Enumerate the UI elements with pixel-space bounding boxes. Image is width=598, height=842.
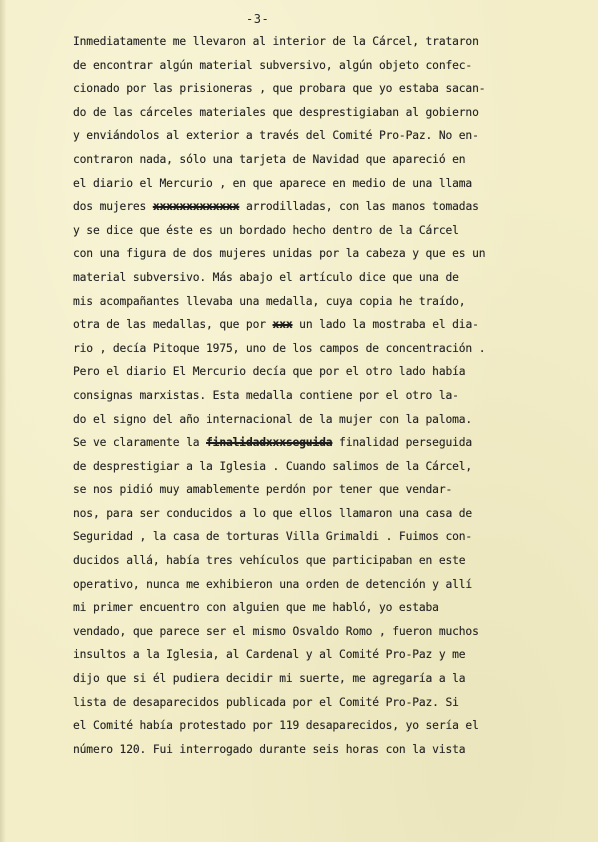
line-text: mis acompañantes llevaba una medalla, cuya copia he traído,: [73, 294, 466, 308]
text-line: [73, 738, 543, 762]
text-line: [73, 290, 543, 314]
text-line: [73, 455, 543, 479]
text-line: [73, 667, 543, 691]
text-line: [73, 219, 543, 243]
line-text: consignas marxistas. Esta medalla contiene por el otro la-: [73, 388, 459, 402]
line-text: otra de las medallas, que por: [73, 318, 273, 332]
line-text: y enviándolos al exterior a través del Comité Pro-Paz. No en-: [73, 129, 479, 143]
line-text: vendado, que parece ser el mismo Osvaldo Romo , fueron muchos: [73, 624, 479, 638]
line-text: Inmediatamente me llevaron al interior de la Cárcel, trataron: [73, 35, 479, 48]
text-line: [73, 360, 543, 384]
line-text: Se ve claramente la: [73, 436, 207, 450]
struck-out-text: finalidadxxxseguida: [206, 436, 333, 450]
line-text: contraron nada, sólo una tarjeta de Navidad que apareció en: [73, 152, 466, 166]
line-text: número 120. Fui interrogado durante seis horas con la vista: [73, 742, 466, 756]
line-text: lista de desaparecidos publicada por el Comité Pro-Paz. Si: [73, 695, 459, 709]
line-text: y se dice que éste es un bordado hecho dentro de la Cárcel: [73, 223, 459, 237]
text-line: [73, 549, 543, 573]
text-line: [73, 54, 543, 78]
text-line: [73, 525, 543, 549]
paper-edge: [0, 0, 6, 842]
text-line: [73, 714, 543, 738]
text-line: [73, 195, 543, 219]
line-text: se nos pidió muy amablemente perdón por tener que vendar-: [73, 483, 453, 497]
line-text: dos mujeres: [73, 200, 153, 214]
body-text: [73, 30, 543, 761]
line-text: do de las cárceles materiales que desprestigiaban al gobierno: [73, 105, 479, 119]
line-text: el Comité había protestado por 119 desaparecidos, yo sería el: [73, 719, 479, 733]
text-line: [73, 691, 543, 715]
line-text: arrodilladas, con las manos tomadas: [239, 200, 479, 214]
text-line: [73, 384, 543, 408]
line-text: do el signo del año internacional de la mujer con la paloma.: [73, 412, 473, 426]
line-text: un lado la mostraba el dia-: [292, 318, 479, 332]
text-line: [73, 573, 543, 597]
page-number: -3-: [246, 12, 270, 26]
line-text: con una figura de dos mujeres unidas por la cabeza y que es un: [73, 247, 486, 261]
line-text: nos, para ser conducidos a lo que ellos llamaron una casa de: [73, 506, 473, 520]
text-line: [73, 172, 543, 196]
line-text: dijo que si él pudiera decidir mi suerte, me agregaría a la: [73, 672, 466, 686]
text-line: [73, 242, 543, 266]
line-text: material subversivo. Más abajo el artículo dice que una de: [73, 270, 459, 284]
line-text: el diario el Mercurio , en que aparece en medio de una llama: [73, 176, 473, 190]
text-line: [73, 313, 543, 337]
line-text: ducidos allá, había tres vehículos que participaban en este: [73, 554, 466, 568]
line-text: rio , decía Pitoque 1975, uno de los campos de concentración .: [73, 341, 486, 355]
text-line: [73, 478, 543, 502]
line-text: Pero el diario El Mercurio decía que por el otro lado había: [73, 365, 466, 379]
text-line: [73, 266, 543, 290]
line-text: cionado por las prisioneras , que probara que yo estaba sacan-: [73, 82, 486, 96]
text-line: [73, 408, 543, 432]
line-text: insultos a la Iglesia, al Cardenal y al Comité Pro-Paz y me: [73, 648, 466, 662]
text-line: [73, 124, 543, 148]
text-line: [73, 643, 543, 667]
line-text: de desprestigiar a la Iglesia . Cuando salimos de la Cárcel,: [73, 459, 473, 473]
text-line: [73, 77, 543, 101]
line-text: de encontrar algún material subversivo, algún objeto confec-: [73, 58, 473, 72]
line-text: finalidad perseguida: [332, 436, 473, 450]
text-line: [73, 620, 543, 644]
text-line: [73, 101, 543, 125]
text-line: [73, 431, 543, 455]
text-line: [73, 337, 543, 361]
line-text: mi primer encuentro con alguien que me habló, yo estaba: [73, 601, 439, 615]
struck-out-text: xxxxxxxxxxxxx: [152, 200, 240, 214]
text-line: [73, 30, 543, 54]
text-line: [73, 148, 543, 172]
struck-out-text: xxx: [272, 318, 293, 332]
text-line: [73, 596, 543, 620]
line-text: Seguridad , la casa de torturas Villa Grimaldi . Fuimos con-: [73, 530, 473, 544]
text-line: [73, 502, 543, 526]
line-text: operativo, nunca me exhibieron una orden de detención y allí: [73, 577, 473, 591]
